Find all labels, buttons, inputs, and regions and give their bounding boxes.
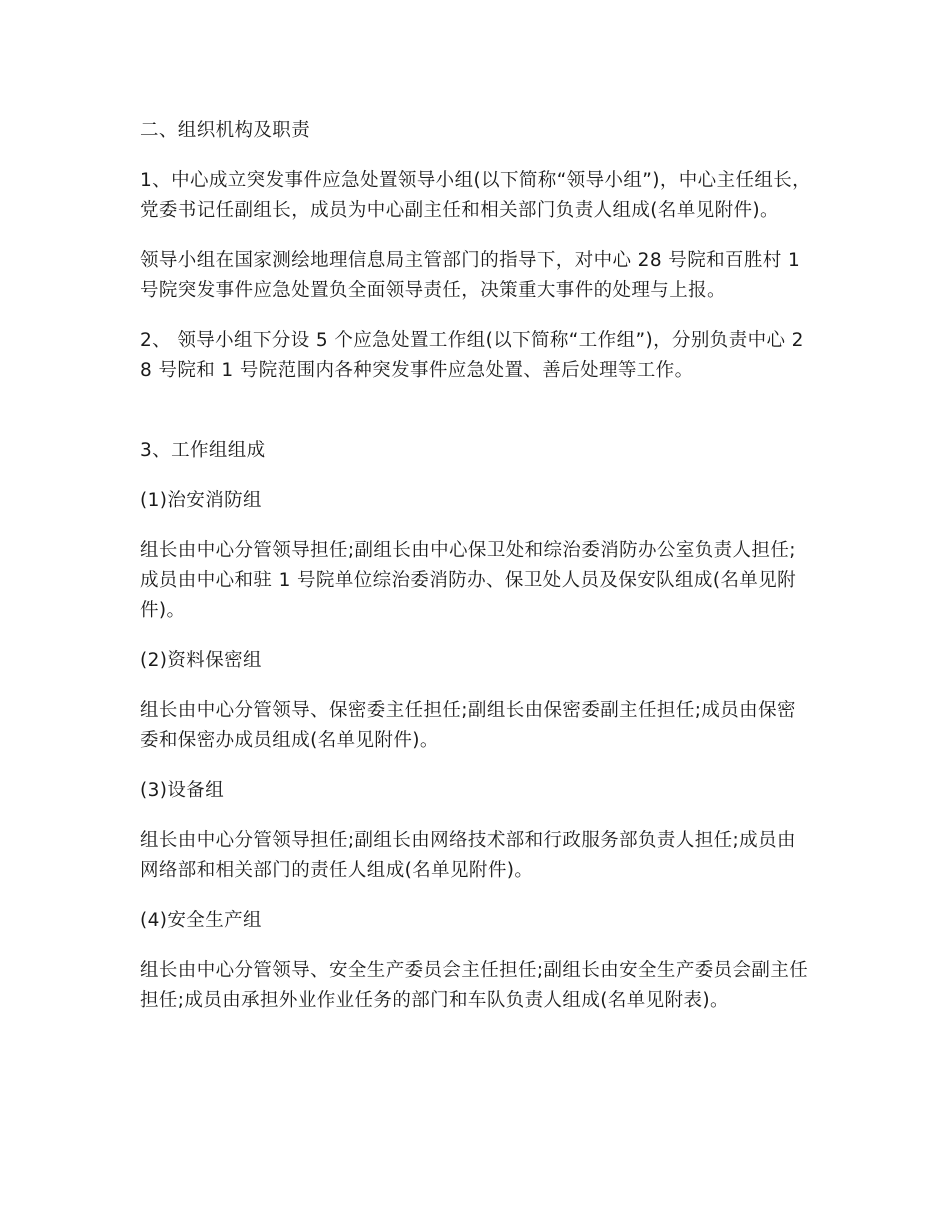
subheading-safety-production-group: (4)安全生产组 bbox=[140, 910, 262, 931]
subheading-work-group-composition: 3、工作组组成 bbox=[140, 440, 266, 461]
paragraph-security-fire-group: 组长由中心分管领导担任;副组长由中心保卫处和综治委消防办公室负责人担任;成员由中心和驻 1 号院单位综治委消防办、保卫处人员及保安队组成(名单见附件)。 bbox=[140, 540, 797, 621]
section-heading: 二、组织机构及职责 bbox=[140, 120, 311, 141]
paragraph-equipment-group: 组长由中心分管领导担任;副组长由网络技术部和行政服务部负责人担任;成员由网络部和相关部门的责任人组成(名单见附件)。 bbox=[140, 830, 796, 881]
paragraph-confidential-group: 组长由中心分管领导、保密委主任担任;副组长由保密委副主任担任;成员由保密委和保密办成员组成(名单见附件)。 bbox=[140, 700, 796, 751]
subheading-confidential-group: (2)资料保密组 bbox=[140, 650, 262, 671]
document-body bbox=[140, 116, 812, 1016]
paragraph-leadership-group: 1、中心成立突发事件应急处置领导小组(以下简称“领导小组”)，中心主任组长，党委书记任副组长，成员为中心副主任和相关部门负责人组成(名单见附件)。 bbox=[140, 170, 812, 221]
paragraph-work-groups: 2、 领导小组下分设 5 个应急处置工作组(以下简称“工作组”)，分别负责中心 28 号院和 1 号院范围内各种突发事件应急处置、善后处理等工作。 bbox=[140, 330, 804, 381]
paragraph-leadership-duty: 领导小组在国家测绘地理信息局主管部门的指导下，对中心 28 号院和百胜村 1 号院突发事件应急处置负全面领导责任，决策重大事件的处理与上报。 bbox=[140, 250, 807, 301]
subheading-equipment-group: (3)设备组 bbox=[140, 780, 225, 801]
subheading-security-fire-group: (1)治安消防组 bbox=[140, 490, 262, 511]
paragraph-safety-production-group: 组长由中心分管领导、安全生产委员会主任担任;副组长由安全生产委员会副主任担任;成员由承担外业作业任务的部门和车队负责人组成(名单见附表)。 bbox=[140, 960, 809, 1011]
